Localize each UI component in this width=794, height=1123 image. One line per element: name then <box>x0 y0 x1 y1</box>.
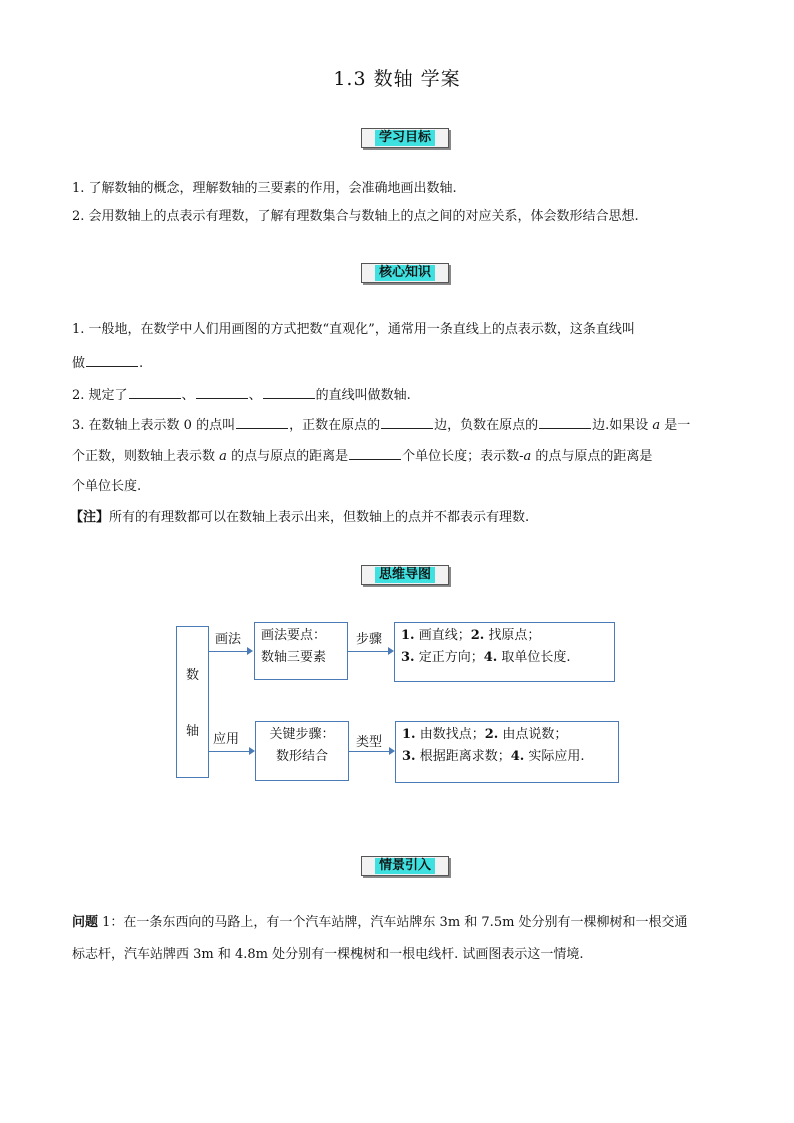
mindmap-edge-label: 类型 <box>356 735 383 750</box>
variable-a: a <box>652 418 661 433</box>
step-number: 2. <box>470 628 485 643</box>
step-number: 4. <box>510 749 525 764</box>
step-number: 4. <box>483 650 498 665</box>
mindmap-edge-label: 步骤 <box>356 632 383 647</box>
mindmap-arrow <box>349 751 389 752</box>
mindmap-node <box>255 721 349 781</box>
step-text: 找原点； <box>484 628 541 643</box>
mindmap-root <box>176 626 209 778</box>
step-number: 2. <box>484 727 499 742</box>
mindmap-arrow <box>209 751 249 752</box>
mindmap-edge-label: 画法 <box>215 632 242 647</box>
step-number: 3. <box>402 749 416 764</box>
knowledge-item-3-cont <box>72 447 652 465</box>
step-text: 由数找点； <box>415 727 485 742</box>
variable-a: a <box>219 449 227 464</box>
fill-blank[interactable] <box>349 447 401 460</box>
knowledge-text: 的点与原点的距离是 <box>231 449 349 464</box>
knowledge-text: 是一 <box>664 418 691 433</box>
knowledge-text: 、 <box>181 388 195 403</box>
mindmap-result <box>395 721 619 783</box>
mindmap-node-text: 关键步骤： <box>269 727 335 742</box>
section-header-intro <box>361 856 449 876</box>
knowledge-text: 1. 一般地，在数学中人们用画图的方式把数“直观化”，通常用一条直线上的点表示数，这条直线叫 <box>72 322 635 337</box>
knowledge-text: 边.如果设 <box>592 418 649 433</box>
section-header-label: 思维导图 <box>375 567 435 583</box>
knowledge-item-1 <box>72 322 635 338</box>
knowledge-text: 2. 规定了 <box>72 388 128 403</box>
knowledge-item-3-end: 个单位长度. <box>72 479 142 494</box>
knowledge-text: 、 <box>248 388 262 403</box>
mindmap-result-line <box>402 724 612 746</box>
mindmap-edge-label: 应用 <box>213 732 240 747</box>
note <box>70 510 529 526</box>
intro-question-cont: 标志杆，汽车站牌西 3m 和 4.8m 处分别有一棵槐树和一根电线杆. 试画图表示这一情境. <box>72 947 584 962</box>
knowledge-item-3 <box>72 416 690 434</box>
section-header-mindmap <box>361 565 449 585</box>
mindmap-node-text: 数轴三要素 <box>261 650 327 665</box>
step-text: 定正方向； <box>414 650 484 665</box>
step-text: 根据距离求数； <box>415 749 511 764</box>
knowledge-text: 个单位长度；表示数- <box>402 449 524 464</box>
note-label: 【注】 <box>70 510 110 525</box>
mindmap-root-char: 轴 <box>186 724 200 739</box>
fill-blank[interactable] <box>129 386 181 399</box>
knowledge-text: ，正数在原点的 <box>289 418 381 433</box>
knowledge-text: 3. 在数轴上表示数 0 的点叫 <box>72 418 236 433</box>
mindmap-result <box>394 622 615 682</box>
step-number: 1. <box>401 628 415 643</box>
mindmap-node-text: 数形结合 <box>275 749 328 764</box>
arrow-head-icon <box>247 647 253 655</box>
knowledge-text: . <box>139 356 144 371</box>
section-header-label: 核心知识 <box>375 265 435 281</box>
knowledge-item-2 <box>72 386 411 404</box>
page-title: 1.3 数轴 学案 <box>333 68 461 90</box>
knowledge-text: 个正数，则数轴上表示数 <box>72 449 216 464</box>
mindmap-result-line <box>401 647 608 669</box>
fill-blank[interactable] <box>539 416 591 429</box>
step-number: 3. <box>401 650 415 665</box>
question-label: 问题 <box>72 915 99 930</box>
mindmap-arrow <box>209 651 247 652</box>
step-text: 由点说数； <box>498 727 568 742</box>
knowledge-text: 做 <box>72 356 86 371</box>
knowledge-text: 的点与原点的距离是 <box>535 449 653 464</box>
step-text: 画直线； <box>414 628 471 643</box>
variable-a: a <box>523 449 532 464</box>
goal-item: 1. 了解数轴的概念，理解数轴的三要素的作用，会准确地画出数轴. <box>72 181 457 196</box>
section-header-goals <box>361 128 449 148</box>
step-text: 取单位长度. <box>497 650 571 665</box>
fill-blank[interactable] <box>381 416 433 429</box>
fill-blank[interactable] <box>263 386 315 399</box>
note-text: 所有的有理数都可以在数轴上表示出来，但数轴上的点并不都表示有理数. <box>109 510 530 525</box>
mindmap-root-char: 数 <box>186 668 200 683</box>
step-text: 实际应用. <box>524 749 585 764</box>
mindmap-arrow <box>348 651 388 652</box>
mindmap-node <box>254 622 348 680</box>
mindmap-node-text: 画法要点： <box>261 628 327 643</box>
mindmap-result-line <box>402 746 612 768</box>
goal-item: 2. 会用数轴上的点表示有理数，了解有理数集合与数轴上的点之间的对应关系，体会数形结合思想. <box>72 209 639 224</box>
fill-blank[interactable] <box>236 416 288 429</box>
knowledge-text: 边，负数在原点的 <box>434 418 539 433</box>
section-header-label: 情景引入 <box>375 858 435 874</box>
mindmap-result-line <box>401 625 608 647</box>
section-header-label: 学习目标 <box>375 130 435 146</box>
intro-question <box>72 915 688 931</box>
knowledge-text: 的直线叫做数轴. <box>315 388 411 403</box>
section-header-knowledge <box>361 263 449 283</box>
fill-blank[interactable] <box>196 386 248 399</box>
knowledge-item-1-cont <box>72 354 143 372</box>
question-text: 1：在一条东西向的马路上，有一个汽车站牌，汽车站牌东 3m 和 7.5m 处分别有一棵柳树和一根交通 <box>98 915 688 930</box>
step-number: 1. <box>402 727 416 742</box>
fill-blank[interactable] <box>86 354 138 367</box>
